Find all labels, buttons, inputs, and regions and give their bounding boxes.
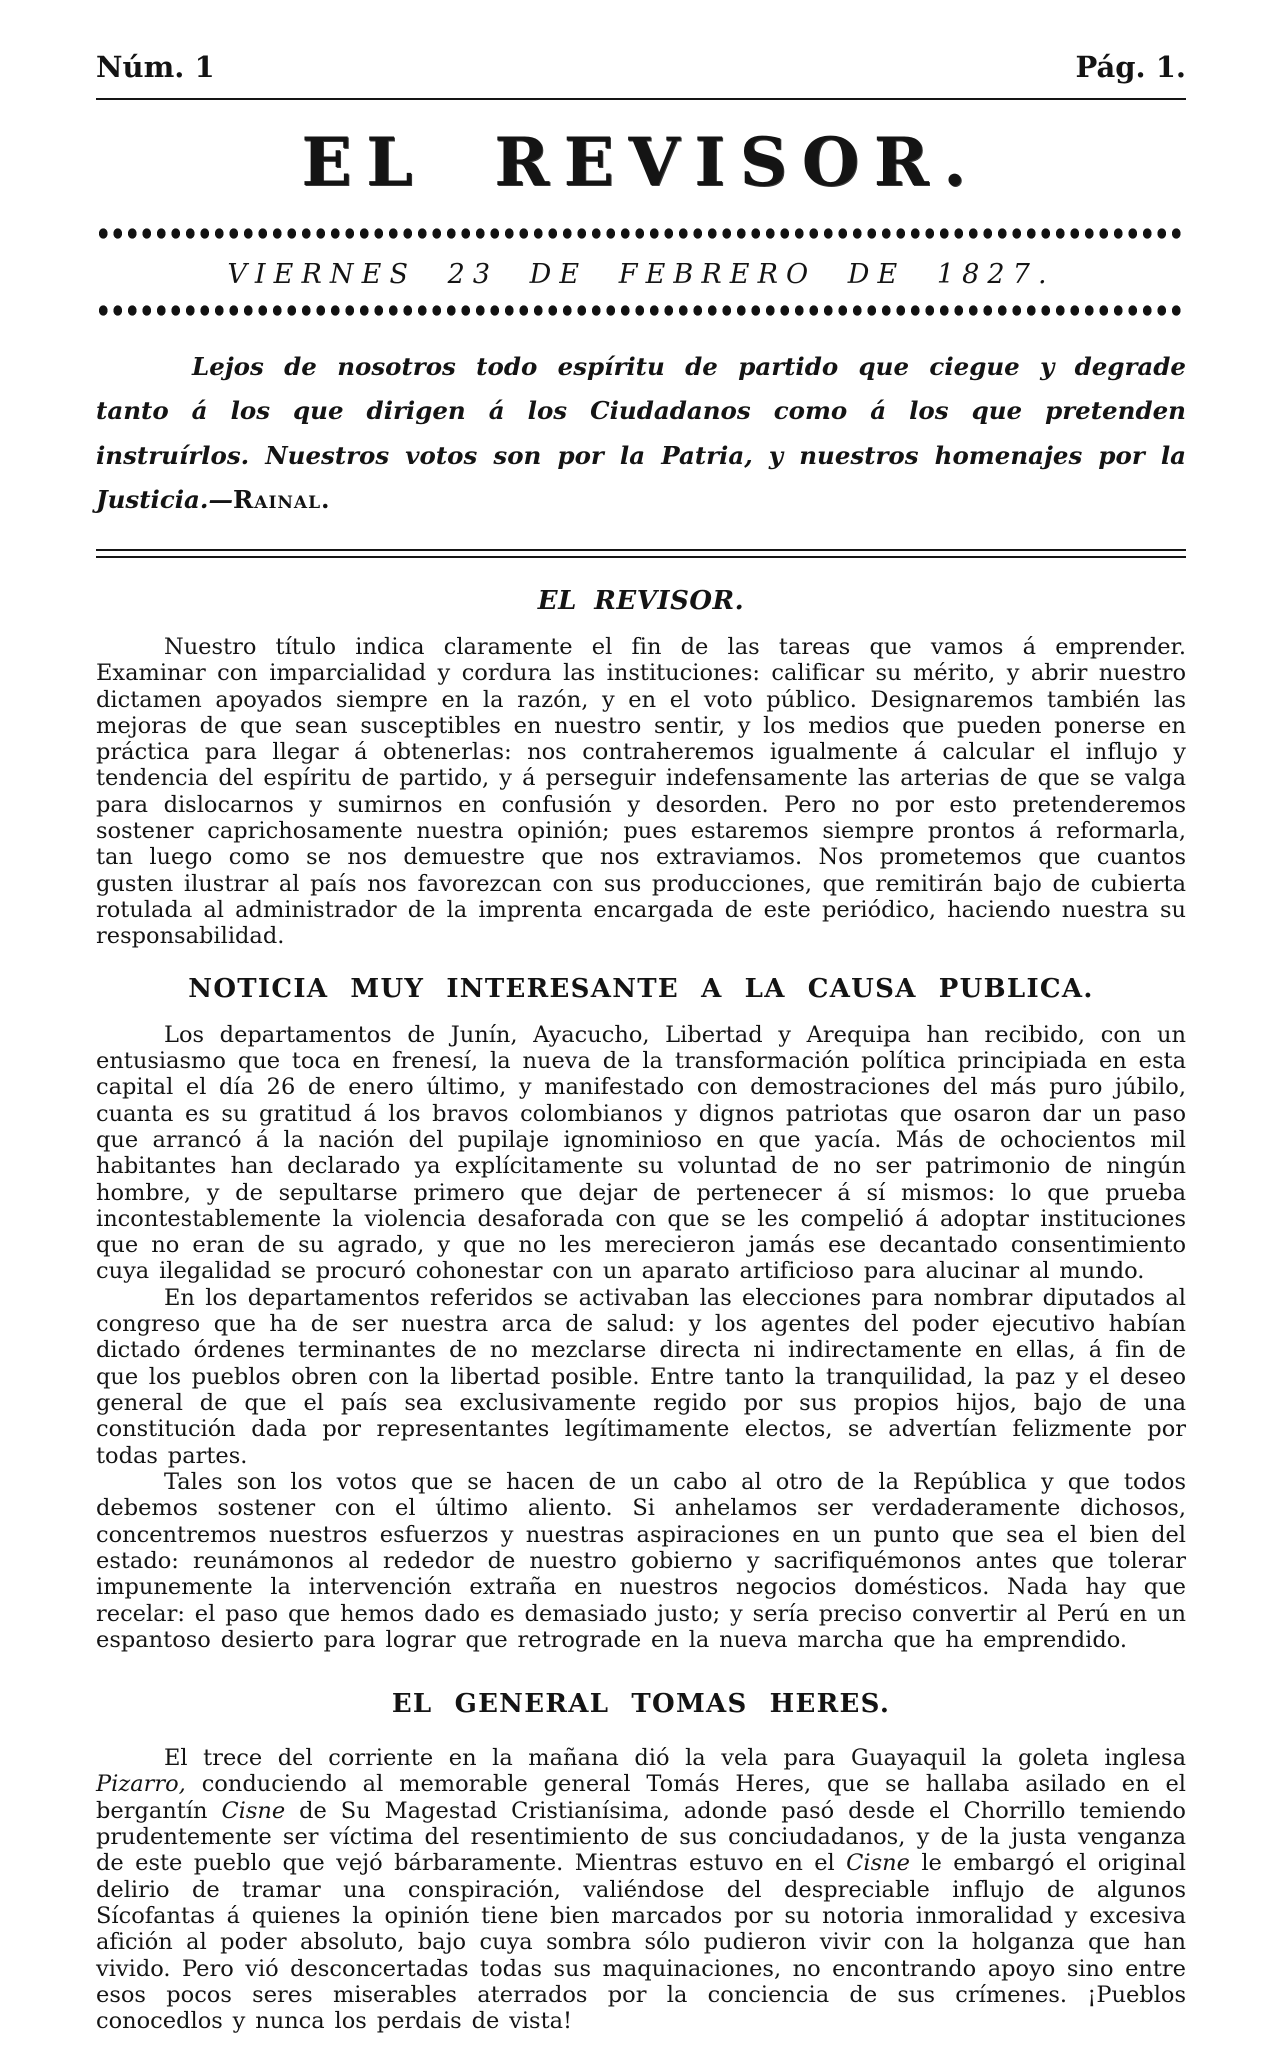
article-noticia-causa-publica xyxy=(96,974,1186,1654)
article-general-tomas-heres xyxy=(96,1689,1186,2034)
article-paragraph: Los departamentos de Junín, Ayacucho, Libertad y Arequipa han recibido, con un entusiasmo que toca en frenesí, la nueva de la transformación política principiada en esta capital el día 26 de enero último, y manifestado con demostraciones del más puro júbilo, cuanta es su gratitud á los bravos colombianos y dignos patriotas que osaron dar un paso que arrancó á la nación del pupilaje ignominioso en que yacía. Más de ochocientos mil habitantes han declarado ya explícitamente su voluntad de no ser patrimonio de ningún hombre, y de sepultarse primero que dejar de pertenecer á sí mismos: lo que prueba incontestablemente la violencia desaforada con que se les compelió á adoptar instituciones que no eran de su agrado, y que no les merecieron jamás ese decantado consentimiento cuya ilegalidad se procuró cohonestar con un aparato artificioso para alucinar al mundo. xyxy=(96,1021,1186,1285)
article-heading: EL REVISOR. xyxy=(537,585,745,616)
epigraph-attribution: Rainal. xyxy=(232,485,331,515)
bead-ornament-border xyxy=(96,302,1186,319)
double-rule xyxy=(96,549,1186,558)
bead-ornament-border xyxy=(96,225,1186,242)
masthead-title: EL REVISOR. xyxy=(301,123,981,201)
header-rule xyxy=(96,98,1186,100)
article-paragraph: El trece del corriente en la mañana dió la vela para Guayaquil la goleta inglesa Pizarro, conduciendo al memorable general Tomás Heres, que se hallaba asilado en el bergantín Cisne de Su Magestad Cristianísima, adonde pasó desde el Chorrillo temiendo prudentemente ser víctima del resentimiento de sus conciudadanos, y de la justa venganza de este pueblo que vejó bárbaramente. Mientras estuvo en el Cisne le embargó el original delirio de tramar una conspiración, valiéndose del despreciable influjo de algunos Sícofantas á quienes la opinión tiene bien marcados por su notoria inmoralidad y excesiva afición al poder absoluto, bajo cuya sombra sólo pudieron vivir con la holganza que han vivido. Pero vió desconcertadas todas sus maquinaciones, no encontrando apoyo sino entre esos pocos seres miserables aterrados por la conciencia de sus crímenes. ¡Pueblos conocedlos y nunca los perdais de vista! xyxy=(96,1745,1186,2035)
folio-row xyxy=(96,50,1186,84)
date-line: VIERNES 23 DE FEBRERO DE 1827. xyxy=(227,258,1055,290)
article-heading: EL GENERAL TOMAS HERES. xyxy=(391,1689,891,1720)
article-heading: NOTICIA MUY INTERESANTE A LA CAUSA PUBLICA. xyxy=(188,973,1094,1004)
page-body xyxy=(96,586,1186,2035)
page-number: Pág. 1. xyxy=(1075,50,1186,84)
article-paragraph: En los departamentos referidos se activaban las elecciones para nombrar diputados al congreso que ha de ser nuestra arca de salud: y los agentes del poder ejecutivo habían dictado órdenes terminantes de no mezclarse directa ni indirectamente en ellas, á fin de que los pueblos obren con la libertad posible. Entre tanto la tranquilidad, la paz y el deseo general de que el país sea exclusivamente regido por sus propios hijos, bajo de una constitución dada por representantes legítimamente electos, se advertían felizmente por todas partes. xyxy=(96,1284,1186,1469)
epigraph-text: Lejos de nosotros todo espíritu de partido que ciegue y degrade tanto á los que dirigen á los Ciudadanos como á los que pretenden instruírlos. Nuestros votos son por la Patria, y nuestros homenajes por la Justicia.— xyxy=(96,351,1186,515)
issue-number: Núm. 1 xyxy=(96,50,215,84)
page-header xyxy=(96,50,1186,558)
article-paragraph: Tales son los votos que se hacen de un cabo al otro de la República y que todos debemos sostener con el último aliento. Si anhelamos ser verdaderamente dichosos, concentremos nuestros esfuerzos y nuestras aspiraciones en un punto que sea el bien del estado: reunámonos al rededor de nuestro gobierno y sacrifiquémonos antes que tolerar impunemente la intervención extraña en nuestros negocios domésticos. Nada hay que recelar: el paso que hemos dado es demasiado justo; y sería preciso convertir al Perú en un espantoso desierto para lograr que retrograde en la nueva marcha que ha emprendido. xyxy=(96,1468,1186,1653)
article-el-revisor xyxy=(96,586,1186,950)
epigraph xyxy=(96,345,1186,523)
article-paragraph: Nuestro título indica claramente el fin de las tareas que vamos á emprender. Examinar con imparcialidad y cordura las instituciones: calificar su mérito, y abrir nuestro dictamen apoyados siempre en la razón, y en el voto público. Designaremos también las mejoras de que sean susceptibles en nuestro sentir, y los medios que pueden ponerse en práctica para llegar á obtenerlas: nos contraheremos igualmente á calcular el influjo y tendencia del espíritu de partido, y á perseguir indefensamente las arterias de que se valga para dislocarnos y sumirnos en confusión y desorden. Pero no por esto pretenderemos sostener caprichosamente nuestra opinión; pues estaremos siempre prontos á reformarla, tan luego como se nos demuestre que nos extraviamos. Nos prometemos que cuantos gusten ilustrar al país nos favorezcan con sus producciones, que remitirán bajo de cubierta rotulada al administrador de la imprenta encargada de este periódico, haciendo nuestra su responsabilidad. xyxy=(96,633,1186,950)
